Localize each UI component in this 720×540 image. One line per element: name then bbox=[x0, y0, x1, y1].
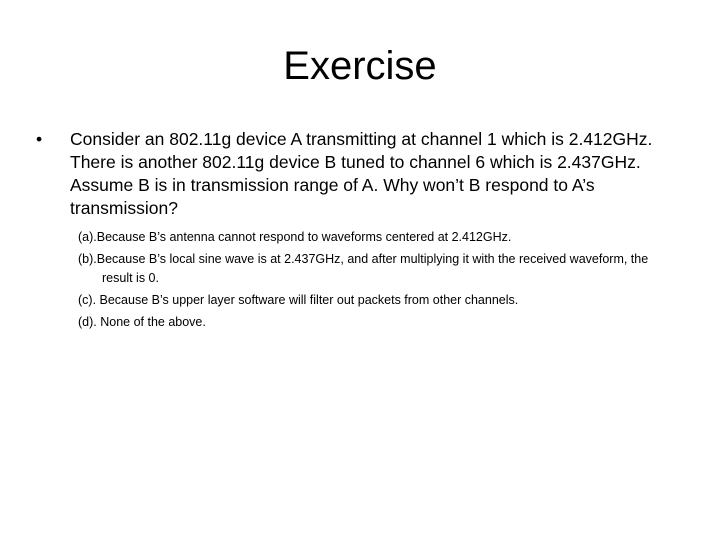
question-text: Consider an 802.11g device A transmitting at channel 1 which is 2.412GHz. There is another 802.11g device B tuned to channel 6 which is 2.437GHz. Assume B is in transmission range of A. Why won’t B respond to A’s transmission? bbox=[70, 129, 653, 218]
slide-title: Exercise bbox=[283, 44, 437, 88]
option-c: (c). Because B’s upper layer software will filter out packets from other channels. bbox=[78, 293, 519, 307]
option-d: (d). None of the above. bbox=[78, 315, 206, 329]
bullet-icon: • bbox=[36, 129, 43, 149]
option-a: (a).Because B’s antenna cannot respond to waveforms centered at 2.412GHz. bbox=[78, 230, 512, 244]
question-bullet bbox=[36, 128, 676, 220]
answer-options bbox=[36, 228, 676, 332]
slide-body bbox=[36, 128, 676, 335]
option-b: (b).Because B’s local sine wave is at 2.437GHz, and after multiplying it with the received waveform, the result is 0. bbox=[78, 252, 649, 285]
